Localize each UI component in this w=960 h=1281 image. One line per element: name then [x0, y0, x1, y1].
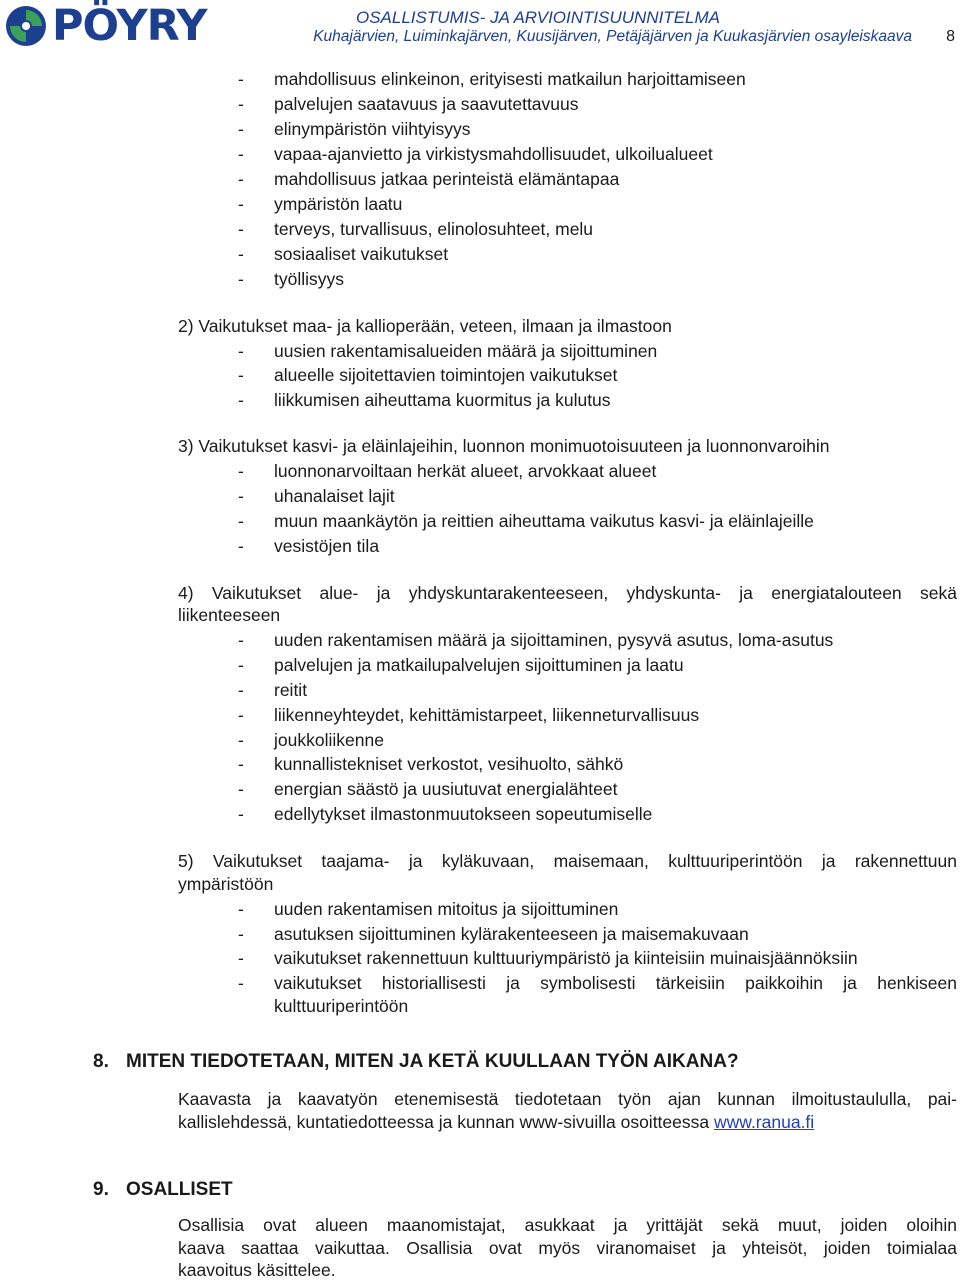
- paragraph-line: kaava saattaa vaikuttaa. Osallisia ovat myös viranomaiset ja yhteisöt, joiden toimialaa: [178, 1238, 957, 1258]
- document-title: OSALLISTUMIS- JA ARVIOINTISUUNNITELMA: [356, 8, 720, 27]
- paragraph-line: Osallisia ovat alueen maanomistajat, asukkaat ja yrittäjät sekä muut, joiden oloihin: [178, 1215, 957, 1235]
- poyry-emblem-icon: [4, 4, 48, 48]
- document-subtitle: Kuhajärvien, Luiminkajärven, Kuusijärven, Petäjäjärven ja Kuukasjärvien osayleiskaava: [313, 28, 912, 45]
- chapter-title: MITEN TIEDOTETAAN, MITEN JA KETÄ KUULLAAN TYÖN AIKANA?: [126, 1051, 739, 1072]
- page-number: 8: [946, 28, 955, 45]
- section-heading: 2) Vaikutukset maa- ja kallioperään, veteen, ilmaan ja ilmastoon: [178, 316, 672, 336]
- section-heading-continued: liikenteeseen: [178, 605, 281, 625]
- list-item-text: vaikutukset historiallisesti ja symbolisesti tärkeisiin paikkoihin ja henkiseen: [274, 973, 957, 993]
- logo-wordmark: PÖYRY: [52, 1, 207, 51]
- section-heading: 3) Vaikutukset kasvi- ja eläinlajeihin, luonnon monimuotoisuuteen ja luonnonvaroihin: [178, 436, 830, 456]
- section-heading-continued: ympäristöön: [178, 874, 274, 894]
- paragraph-line: kaavoitus käsittelee.: [178, 1260, 336, 1280]
- chapter-number: 8.: [93, 1051, 109, 1072]
- page-header: [0, 0, 960, 56]
- poyry-logo: [4, 1, 207, 51]
- section-heading: 4) Vaikutukset alue- ja yhdyskuntarakenteeseen, yhdyskunta- ja energiatalouteen sekä: [178, 583, 957, 603]
- ranua-website-link[interactable]: www.ranua.fi: [714, 1112, 815, 1132]
- chapter-number: 9.: [93, 1179, 109, 1200]
- section-heading: 5) Vaikutukset taajama- ja kyläkuvaan, maisemaan, kulttuuriperintöön ja rakennettuun: [178, 851, 957, 871]
- paragraph-line: kallislehdessä, kuntatiedotteessa ja kunnan www-sivuilla osoitteessa www.ranua.fi: [178, 1112, 815, 1132]
- list-item-text-continued: kulttuuriperintöön: [274, 996, 409, 1016]
- paragraph-line: Kaavasta ja kaavatyön etenemisestä tiedotetaan työn ajan kunnan ilmoitustaululla, pai-: [178, 1089, 957, 1109]
- chapter-title: OSALLISET: [126, 1179, 233, 1200]
